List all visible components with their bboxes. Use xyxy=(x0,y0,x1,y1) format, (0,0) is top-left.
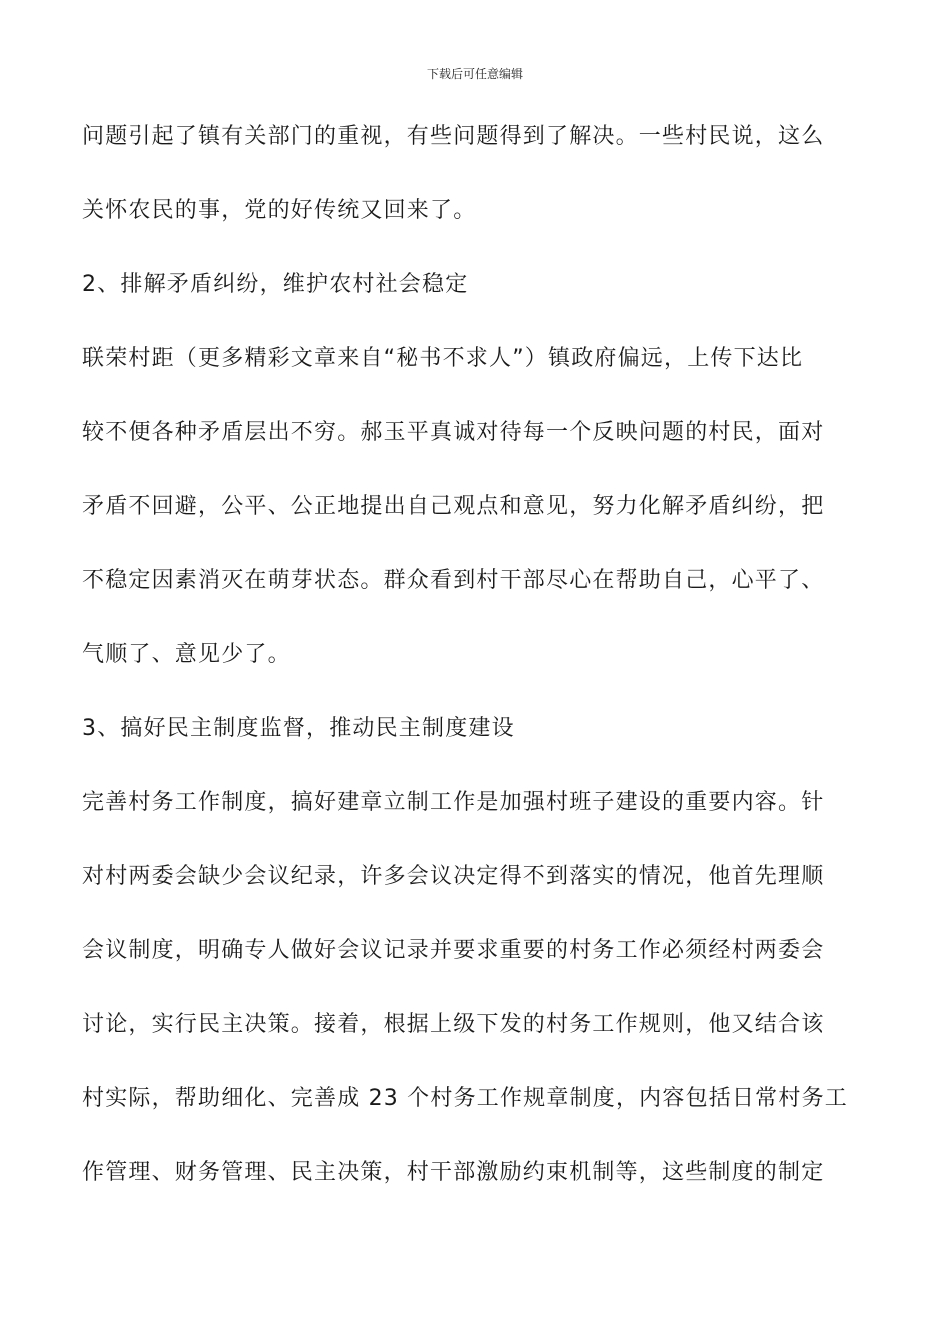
paragraph-line: 完善村务工作制度，搞好建章立制工作是加强村班子建设的重要内容。针 xyxy=(82,790,825,815)
paragraph-line: 联荣村距（更多精彩文章来自“秘书不求人”）镇政府偏远，上传下达比 xyxy=(82,346,804,371)
page-header-note: 下载后可任意编辑 xyxy=(426,67,523,81)
paragraph-line: 矛盾不回避，公平、公正地提出自己观点和意见，努力化解矛盾纠纷，把 xyxy=(82,494,825,519)
paragraph-line: 村实际，帮助细化、完善成 23 个村务工作规章制度，内容包括日常村务工 xyxy=(82,1086,848,1111)
document-body xyxy=(82,114,882,1224)
paragraph-line: 较不便各种矛盾层出不穷。郝玉平真诚对待每一个反映问题的村民，面对 xyxy=(82,420,825,445)
section-heading: 2、排解矛盾纠纷，维护农村社会稳定 xyxy=(82,272,469,297)
paragraph-line: 不稳定因素消灭在萌芽状态。群众看到村干部尽心在帮助自己，心平了、 xyxy=(82,568,825,593)
paragraph-line: 关怀农民的事，党的好传统又回来了。 xyxy=(82,198,477,223)
paragraph-line: 作管理、财务管理、民主决策，村干部激励约束机制等，这些制度的制定 xyxy=(82,1160,825,1185)
paragraph-line: 气顺了、意见少了。 xyxy=(82,642,291,667)
paragraph-line: 讨论，实行民主决策。接着，根据上级下发的村务工作规则，他又结合该 xyxy=(82,1012,825,1037)
paragraph-line: 问题引起了镇有关部门的重视，有些问题得到了解决。一些村民说，这么 xyxy=(82,124,825,149)
paragraph-line: 对村两委会缺少会议纪录，许多会议决定得不到落实的情况，他首先理顺 xyxy=(82,864,825,889)
section-heading: 3、搞好民主制度监督，推动民主制度建设 xyxy=(82,716,515,741)
paragraph-line: 会议制度，明确专人做好会议记录并要求重要的村务工作必须经村两委会 xyxy=(82,938,825,963)
